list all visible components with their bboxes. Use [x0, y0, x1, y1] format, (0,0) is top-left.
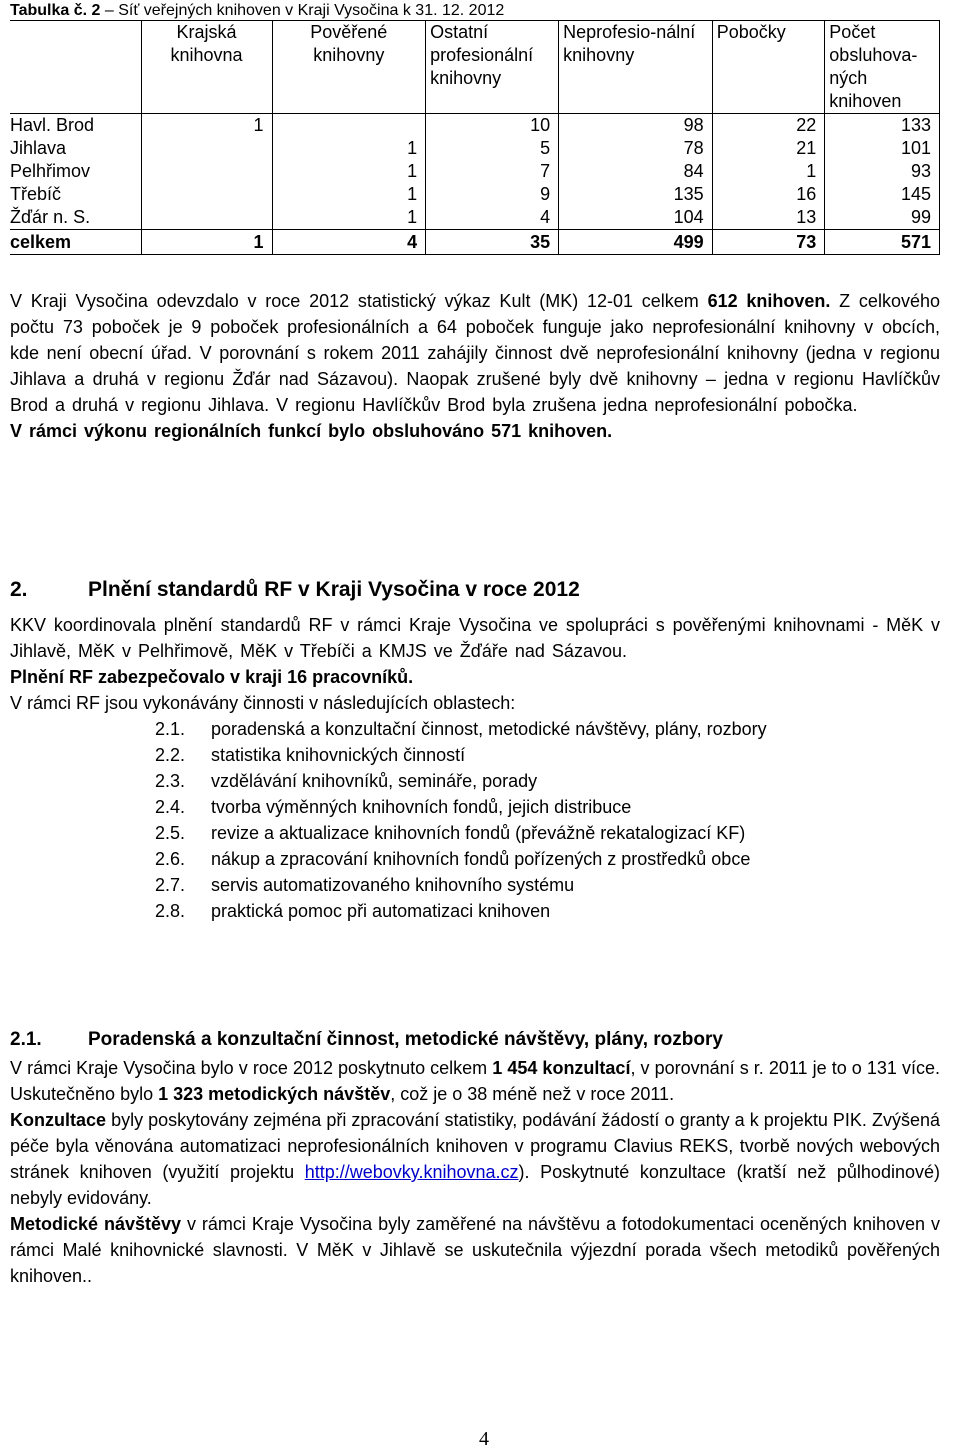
- table-caption: [10, 1, 504, 20]
- column-header: Krajská knihovna: [141, 21, 272, 114]
- total-value-cell: 73: [712, 230, 825, 255]
- value-cell: 1: [141, 114, 272, 138]
- section-2-number: 2.: [10, 578, 28, 601]
- value-cell: 16: [712, 183, 825, 206]
- page-number: 4: [479, 1428, 489, 1450]
- section-21-paragraph-2: [10, 1107, 940, 1211]
- list-item-number: 2.1.: [155, 719, 186, 739]
- region-cell: Třebíč: [10, 183, 141, 206]
- list-item-text: poradenská a konzultační činnost, metodické návštěvy, plány, rozbory: [211, 719, 767, 739]
- summary-paragraph: [10, 288, 940, 444]
- text-run: , v porovnání s r. 2011 je to o 131 více. Uskutečněno bylo: [10, 1058, 940, 1104]
- list-item-number: 2.6.: [155, 849, 186, 869]
- value-cell: 1: [272, 160, 426, 183]
- list-item: [10, 872, 940, 898]
- value-cell: 98: [559, 114, 713, 138]
- section-21-body: [10, 1055, 940, 1289]
- region-cell: Jihlava: [10, 137, 141, 160]
- list-item-number: 2.7.: [155, 875, 186, 895]
- text-run: ). Poskytnuté konzultace (kratší než půlhodinové) nebyly evidovány.: [10, 1162, 940, 1208]
- value-cell: 145: [825, 183, 940, 206]
- section-21-paragraph-3: [10, 1211, 940, 1289]
- table-header-row: [10, 21, 940, 114]
- column-header: Neprofesio-nální knihovny: [559, 21, 713, 114]
- consultations-count: 1 454 konzultací: [492, 1058, 631, 1078]
- consultations-label: Konzultace: [10, 1110, 107, 1130]
- value-cell: [141, 206, 272, 230]
- list-item-text: servis automatizovaného knihovního systému: [211, 875, 575, 895]
- webovky-link[interactable]: http://webovky.knihovna.cz: [304, 1162, 519, 1182]
- value-cell: 7: [426, 160, 559, 183]
- list-item-text: statistika knihovnických činností: [211, 745, 466, 765]
- column-header: Pobočky: [712, 21, 825, 114]
- total-value-cell: 499: [559, 230, 713, 255]
- visits-label: Metodické návštěvy: [10, 1214, 182, 1234]
- library-network-table: [10, 20, 940, 255]
- text-run: V rámci Kraje Vysočina bylo v roce 2012 poskytnuto celkem: [10, 1058, 493, 1078]
- list-item: [10, 742, 940, 768]
- summary-conclusion: V rámci výkonu regionálních funkcí bylo obsluhováno 571 knihoven.: [10, 421, 613, 441]
- value-cell: 99: [825, 206, 940, 230]
- table-row: [10, 160, 940, 183]
- value-cell: 135: [559, 183, 713, 206]
- section-2-title: Plnění standardů RF v Kraji Vysočina v roce 2012: [88, 578, 580, 601]
- text-run: byly poskytovány zejména při zpracování statistiky, podávání žádostí o granty a k projektu PIK. Zvýšená péče byla věnována automatizaci neprofesionálních knihoven v programu Clavius REKS, tvorbě nových webových stránek knihoven (využití projektu: [10, 1110, 940, 1182]
- summary-count: 612 knihoven.: [707, 291, 831, 311]
- activity-areas-list: [10, 716, 940, 924]
- list-item-text: revize a aktualizace knihovních fondů (převážně rekatalogizací KF): [211, 823, 746, 843]
- section-2-paragraph-3: V rámci RF jsou vykonávány činnosti v následujících oblastech:: [10, 693, 516, 713]
- value-cell: 10: [426, 114, 559, 138]
- value-cell: 101: [825, 137, 940, 160]
- section-2-heading: [10, 578, 580, 602]
- value-cell: 5: [426, 137, 559, 160]
- total-value-cell: 4: [272, 230, 426, 255]
- value-cell: [141, 183, 272, 206]
- section-21-number: 2.1.: [10, 1029, 42, 1050]
- value-cell: 133: [825, 114, 940, 138]
- value-cell: 1: [272, 137, 426, 160]
- section-21-paragraph-1: [10, 1055, 940, 1107]
- column-header: Ostatní profesionální knihovny: [426, 21, 559, 114]
- total-value-cell: 35: [426, 230, 559, 255]
- list-item-text: vzdělávání knihovníků, semináře, porady: [211, 771, 538, 791]
- section-2-paragraph-1: KKV koordinovala plnění standardů RF v rámci Kraje Vysočina ve spolupráci s pověřenými knihovnami - MěK v Jihlavě, MěK v Pelhřimově, MěK v Třebíči a KMJS ve Žďáře nad Sázavou.: [10, 615, 940, 661]
- table-row: [10, 114, 940, 138]
- value-cell: 93: [825, 160, 940, 183]
- table-row: [10, 137, 940, 160]
- value-cell: 1: [272, 206, 426, 230]
- section-2-paragraph-2: Plnění RF zabezpečovalo v kraji 16 pracovníků.: [10, 667, 414, 687]
- total-value-cell: 1: [141, 230, 272, 255]
- value-cell: 1: [272, 183, 426, 206]
- value-cell: 9: [426, 183, 559, 206]
- region-cell: Pelhřimov: [10, 160, 141, 183]
- table-caption-label: Tabulka č. 2: [10, 2, 101, 19]
- list-item: [10, 716, 940, 742]
- value-cell: 1: [712, 160, 825, 183]
- section-2-body: [10, 612, 940, 924]
- section-21-heading: [10, 1029, 723, 1051]
- list-item-text: praktická pomoc při automatizaci knihoven: [211, 901, 551, 921]
- value-cell: [141, 160, 272, 183]
- value-cell: 22: [712, 114, 825, 138]
- value-cell: 84: [559, 160, 713, 183]
- list-item-number: 2.5.: [155, 823, 186, 843]
- total-label-cell: celkem: [10, 230, 141, 255]
- list-item-number: 2.3.: [155, 771, 186, 791]
- table-row: [10, 206, 940, 230]
- value-cell: 78: [559, 137, 713, 160]
- list-item: [10, 768, 940, 794]
- column-header: [10, 21, 141, 114]
- summary-text-c: Z celkového počtu 73 poboček je 9 poboček profesionálních a 64 poboček funguje jako neprofesionální knihovny v obcích, kde není obecní úřad. V porovnání s rokem 2011 zahájily činnost dvě neprofesionální knihovny (jedna v regionu Jihlava a druhá v regionu Žďár nad Sázavou). Naopak zrušené byly dvě knihovny – jedna v regionu Havlíčkův Brod a druhá v regionu Jihlava. V regionu Havlíčkův Brod byla zrušena jedna neprofesionální pobočka.: [10, 291, 940, 415]
- value-cell: 21: [712, 137, 825, 160]
- column-header: Pověřené knihovny: [272, 21, 426, 114]
- list-item-text: nákup a zpracování knihovních fondů pořízených z prostředků obce: [211, 849, 751, 869]
- list-item: [10, 794, 940, 820]
- list-item-text: tvorba výměnných knihovních fondů, jejich distribuce: [211, 797, 632, 817]
- total-value-cell: 571: [825, 230, 940, 255]
- list-item: [10, 898, 940, 924]
- value-cell: 13: [712, 206, 825, 230]
- column-header: Počet obsluhova-ných knihoven: [825, 21, 940, 114]
- value-cell: [272, 114, 426, 138]
- value-cell: 104: [559, 206, 713, 230]
- summary-text-a: V Kraji Vysočina odevzdalo v roce 2012 statistický výkaz Kult (MK) 12-01 celkem: [10, 291, 708, 311]
- visits-count: 1 323 metodických návštěv: [158, 1084, 391, 1104]
- region-cell: Havl. Brod: [10, 114, 141, 138]
- list-item-number: 2.4.: [155, 797, 186, 817]
- text-run: v rámci Kraje Vysočina byly zaměřené na návštěvu a fotodokumentaci oceněných knihoven v rámci Malé knihovnické slavnosti. V MěK v Jihlavě se uskutečnila výjezdní porada všech metodiků pověřených knihoven..: [10, 1214, 941, 1286]
- list-item: [10, 820, 940, 846]
- list-item-number: 2.8.: [155, 901, 186, 921]
- value-cell: 4: [426, 206, 559, 230]
- section-21-title: Poradenská a konzultační činnost, metodické návštěvy, plány, rozbory: [88, 1029, 723, 1050]
- value-cell: [141, 137, 272, 160]
- table-total-row: [10, 230, 940, 255]
- region-cell: Žďár n. S.: [10, 206, 141, 230]
- table-row: [10, 183, 940, 206]
- table-caption-text: – Síť veřejných knihoven v Kraji Vysočina k 31. 12. 2012: [100, 2, 505, 19]
- text-run: , což je o 38 méně než v roce 2011.: [390, 1084, 675, 1104]
- list-item-number: 2.2.: [155, 745, 186, 765]
- list-item: [10, 846, 940, 872]
